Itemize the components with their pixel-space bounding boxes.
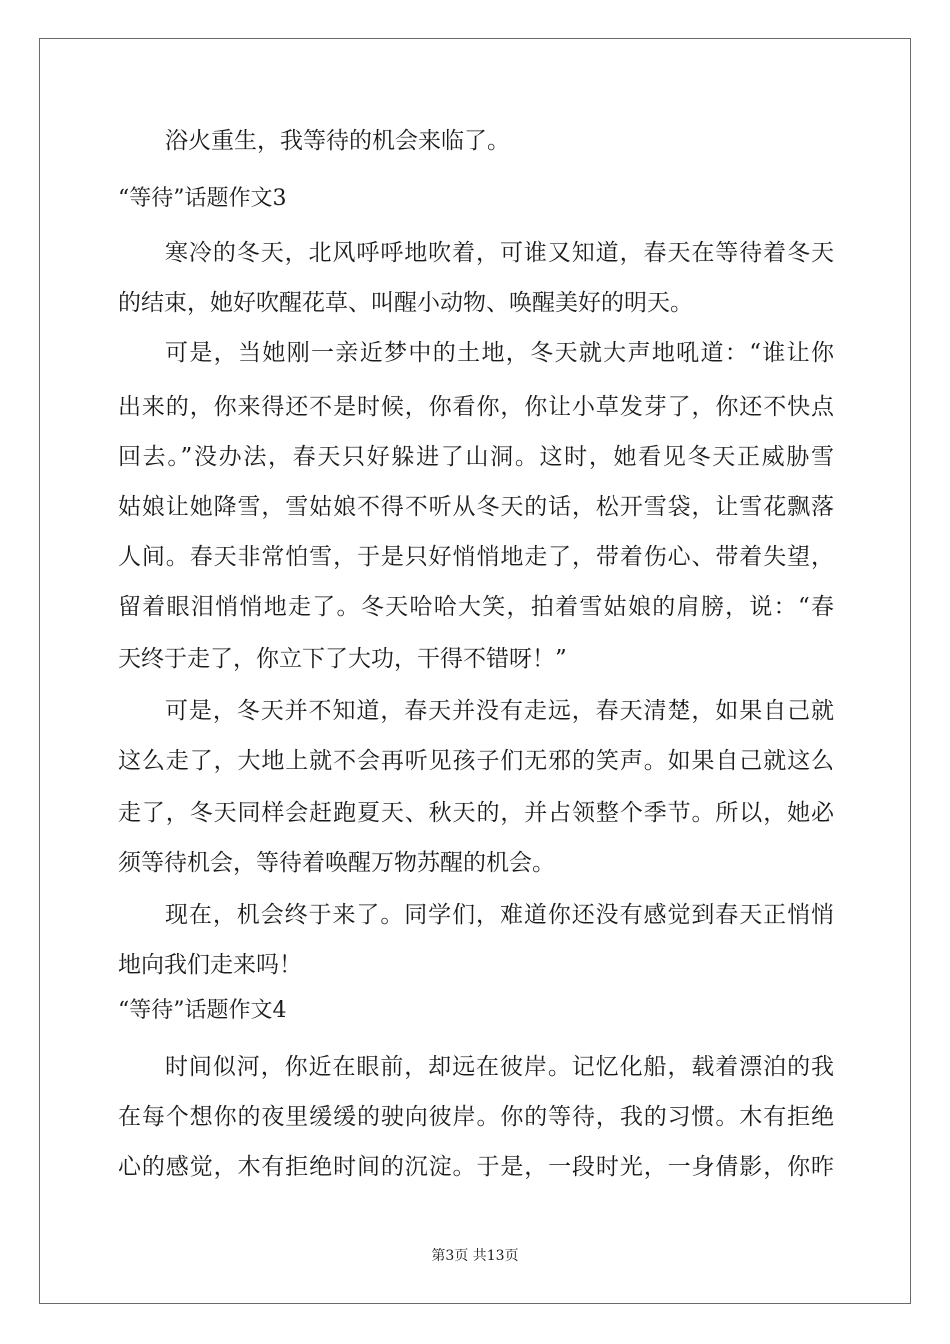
text-line: 心的感觉，木有拒绝时间的沉淀。于是，一段时光，一身倩影，你昨 (118, 1154, 834, 1180)
text-line: 人间。春天非常怕雪，于是只好悄悄地走了，带着伤心、带着失望， (118, 544, 834, 570)
text-line: 天终于走了，你立下了大功，干得不错呀！” (118, 646, 567, 672)
section-heading: “等待”话题作文3 (118, 186, 287, 211)
text-line: 在每个想你的夜里缓缓的驶向彼岸。你的等待，我的习惯。木有拒绝 (118, 1104, 834, 1130)
text-line: 可是，当她刚一亲近梦中的土地，冬天就大声地吼道：“谁让你 (165, 340, 834, 366)
section-heading: “等待”话题作文4 (118, 998, 287, 1023)
text-line: 的结束，她好吹醒花草、叫醒小动物、唤醒美好的明天。 (118, 290, 693, 316)
text-line: 出来的，你来得还不是时候，你看你，你让小草发芽了，你还不快点 (118, 394, 834, 420)
text-line: 走了，冬天同样会赶跑夏天、秋天的，并占领整个季节。所以，她必 (118, 800, 834, 826)
text-line: 地向我们走来吗！ (118, 952, 302, 978)
text-line: 寒冷的冬天，北风呼呼地吹着，可谁又知道，春天在等待着冬天 (165, 240, 834, 266)
text-line: 浴火重生，我等待的机会来临了。 (165, 128, 510, 154)
text-line: 现在，机会终于来了。同学们，难道你还没有感觉到春天正悄悄 (165, 902, 834, 928)
page-number-footer: 第3页 共13页 (431, 1248, 519, 1264)
text-line: 须等待机会，等待着唤醒万物苏醒的机会。 (118, 850, 555, 876)
text-line: 姑娘让她降雪，雪姑娘不得不听从冬天的话，松开雪袋，让雪花飘落 (118, 494, 834, 520)
text-line: 时间似河，你近在眼前，却远在彼岸。记忆化船，载着漂泊的我 (165, 1054, 834, 1080)
text-line: 可是，冬天并不知道，春天并没有走远，春天清楚，如果自己就 (165, 698, 834, 724)
text-line: 留着眼泪悄悄地走了。冬天哈哈大笑，拍着雪姑娘的肩膀，说：“春 (118, 594, 834, 620)
text-line: 回去。”没办法，春天只好躲进了山洞。这时，她看见冬天正威胁雪 (118, 444, 834, 470)
text-line: 这么走了，大地上就不会再听见孩子们无邪的笑声。如果自己就这么 (118, 748, 834, 774)
